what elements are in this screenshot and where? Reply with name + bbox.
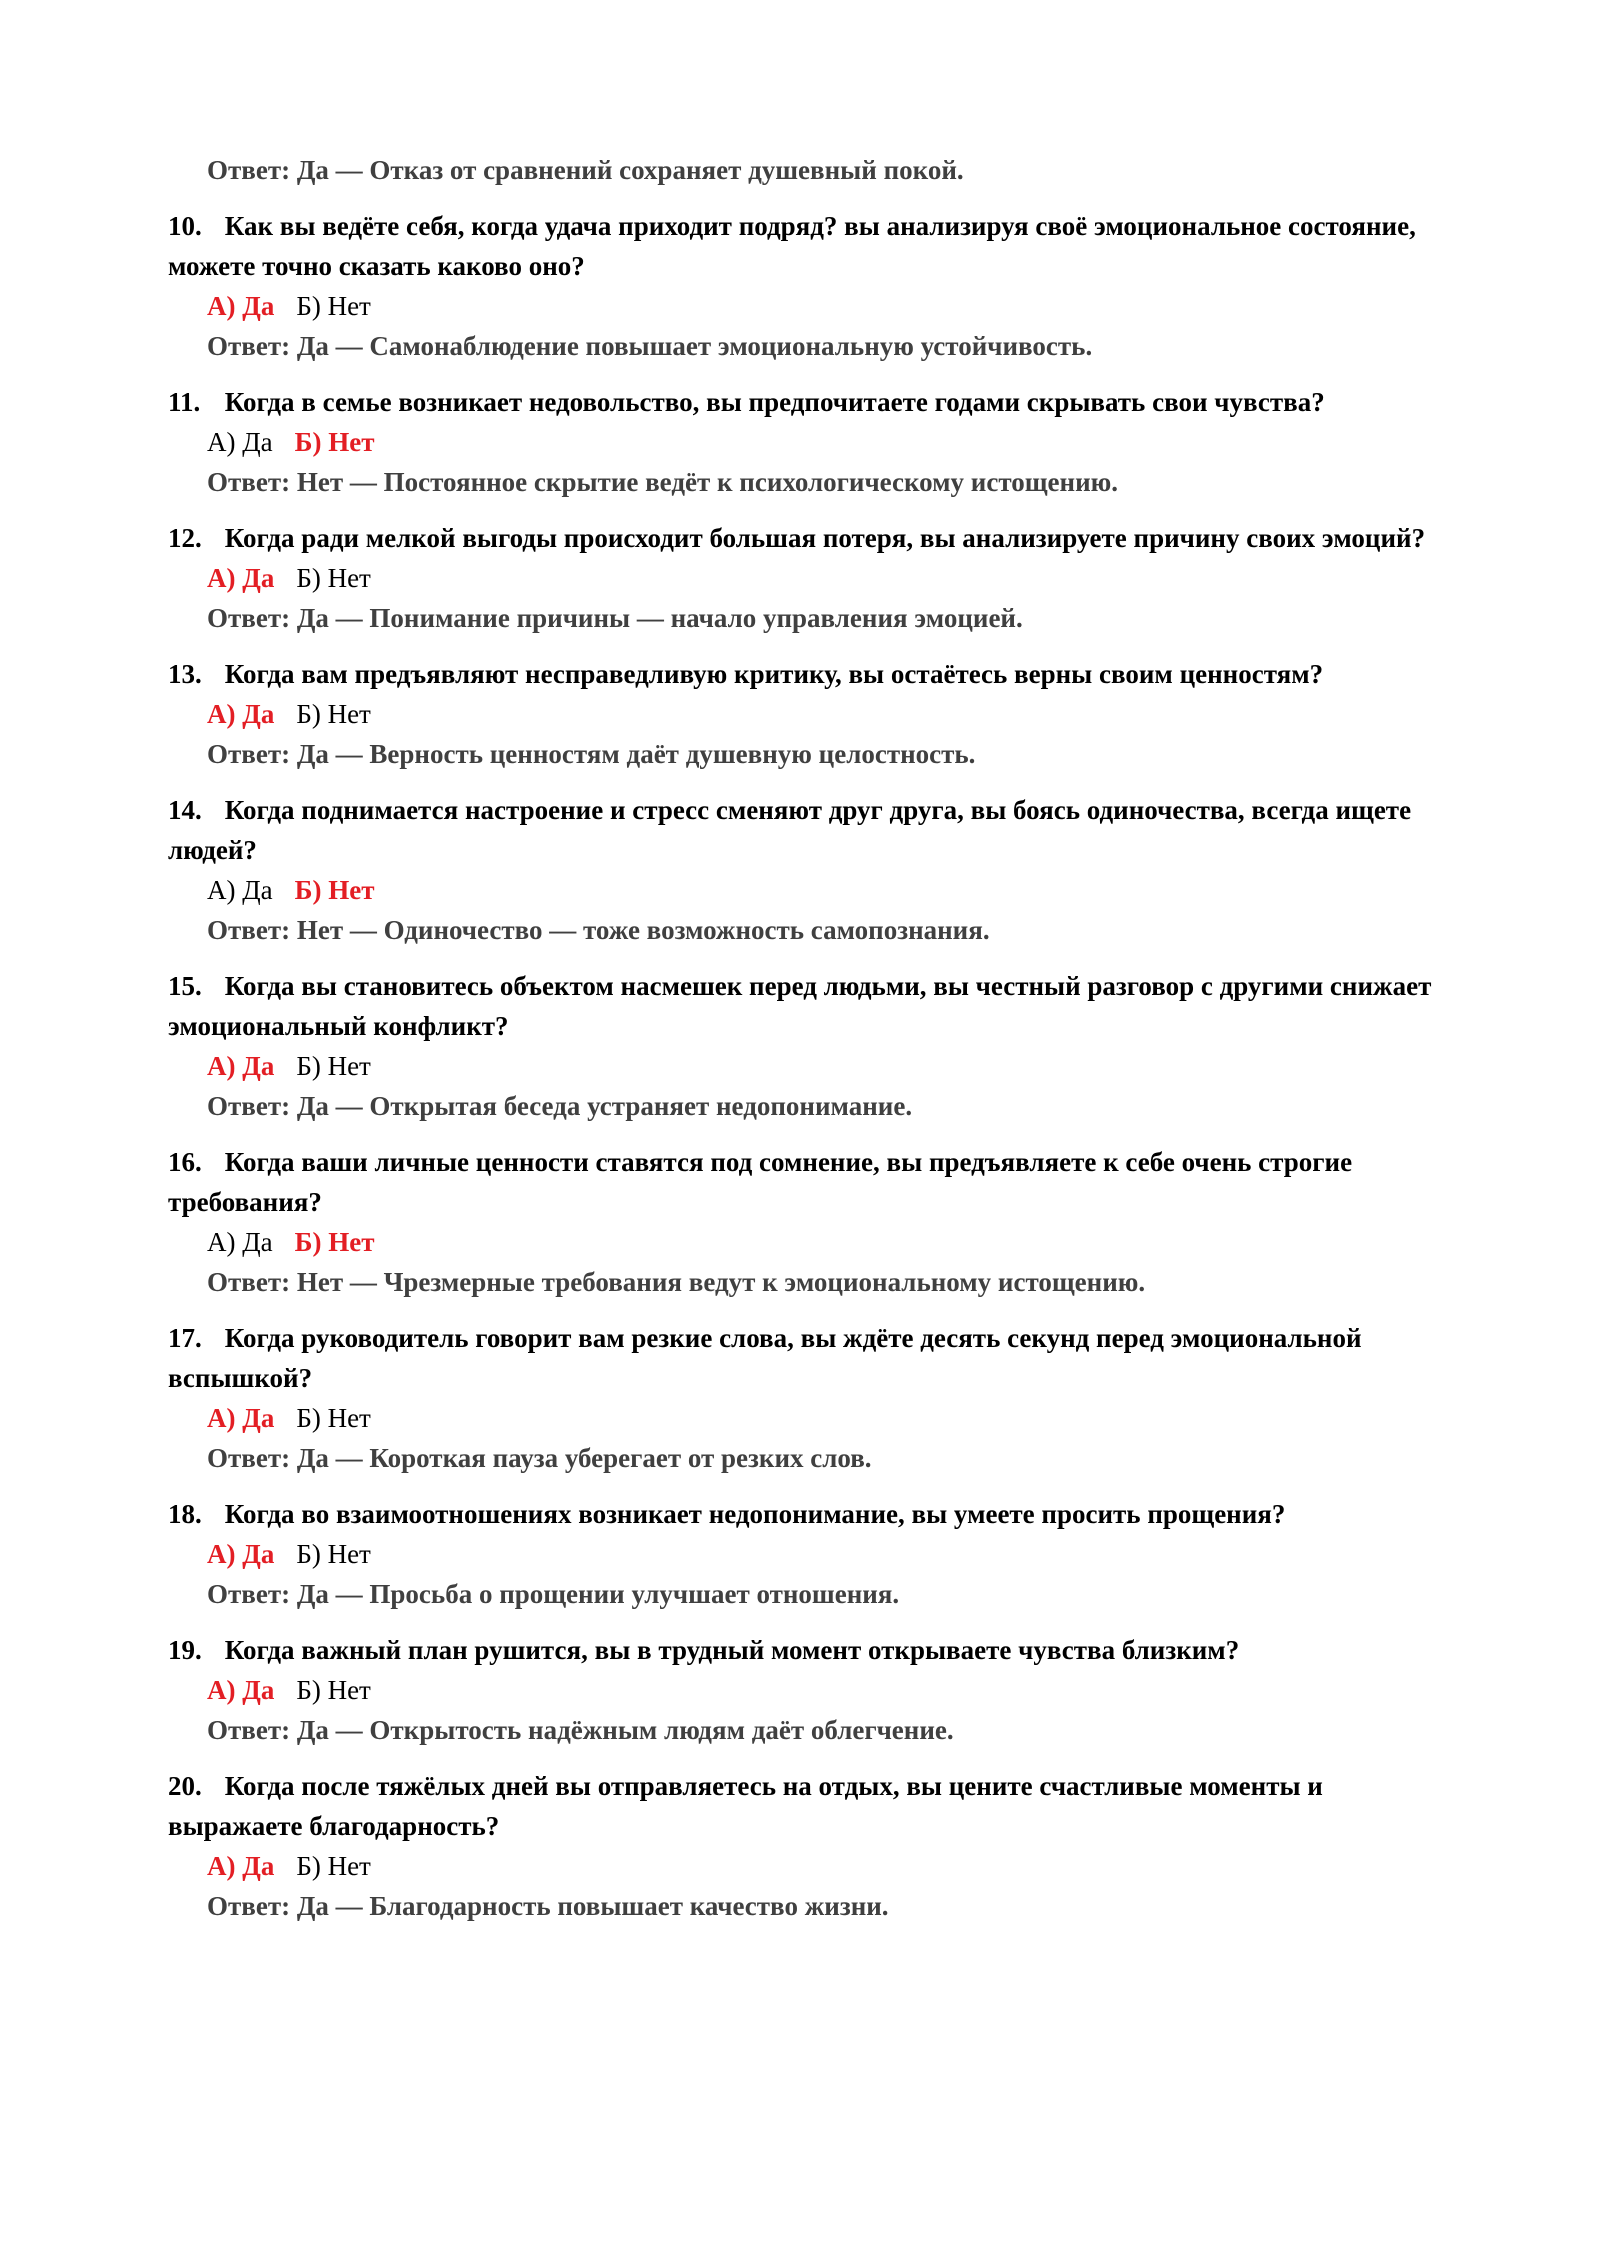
question-number: 17. — [168, 1323, 202, 1353]
question-number: 15. — [168, 971, 202, 1001]
option-b[interactable]: Б) Нет — [294, 427, 375, 457]
question-text — [168, 1766, 1458, 1846]
option-a[interactable]: А) Да — [207, 291, 275, 321]
answer-options — [168, 286, 1458, 326]
answer-options — [168, 1398, 1458, 1438]
option-b[interactable]: Б) Нет — [296, 1403, 371, 1433]
option-a[interactable]: А) Да — [207, 875, 273, 905]
answer-options — [168, 1222, 1458, 1262]
question-body: Когда важный план рушится, вы в трудный момент открываете чувства близким? — [218, 1635, 1240, 1665]
question-text — [168, 518, 1458, 558]
answer-options — [168, 870, 1458, 910]
option-b[interactable]: Б) Нет — [296, 699, 371, 729]
option-b[interactable]: Б) Нет — [296, 1051, 371, 1081]
answer-explanation: Ответ: Да — Короткая пауза уберегает от резких слов. — [207, 1443, 872, 1473]
answer-options — [168, 558, 1458, 598]
answer-explanation: Ответ: Нет — Чрезмерные требования ведут к эмоциональному истощению. — [207, 1267, 1146, 1297]
question-text — [168, 790, 1458, 870]
question-number: 16. — [168, 1147, 202, 1177]
answer-options — [168, 1046, 1458, 1086]
option-a[interactable]: А) Да — [207, 1675, 275, 1705]
answer-explanation: Ответ: Да — Верность ценностям даёт душевную целостность. — [207, 739, 976, 769]
leading-answer: Ответ: Да — Отказ от сравнений сохраняет душевный покой. — [207, 155, 964, 185]
question-text — [168, 1318, 1458, 1398]
option-a[interactable]: А) Да — [207, 1851, 275, 1881]
answer-options — [168, 694, 1458, 734]
question-number: 11. — [168, 387, 201, 417]
question-block — [168, 1766, 1458, 1926]
option-a[interactable]: А) Да — [207, 563, 275, 593]
question-number: 20. — [168, 1771, 202, 1801]
question-block — [168, 382, 1458, 502]
question-block — [168, 518, 1458, 638]
question-body: Когда вам предъявляют несправедливую критику, вы остаётесь верны своим ценностям? — [218, 659, 1324, 689]
question-number: 19. — [168, 1635, 202, 1665]
answer-explanation: Ответ: Да — Самонаблюдение повышает эмоциональную устойчивость. — [207, 331, 1093, 361]
answer-explanation: Ответ: Да — Открытая беседа устраняет недопонимание. — [207, 1091, 913, 1121]
question-body: Когда поднимается настроение и стресс сменяют друг друга, вы боясь одиночества, всегда ищете людей? — [168, 795, 1412, 865]
answer-explanation: Ответ: Да — Благодарность повышает качество жизни. — [207, 1891, 889, 1921]
option-a[interactable]: А) Да — [207, 1403, 275, 1433]
option-b[interactable]: Б) Нет — [296, 1539, 371, 1569]
question-body: Когда во взаимоотношениях возникает недопонимание, вы умеете просить прощения? — [218, 1499, 1286, 1529]
option-b[interactable]: Б) Нет — [296, 1851, 371, 1881]
question-block — [168, 654, 1458, 774]
question-number: 14. — [168, 795, 202, 825]
question-number: 12. — [168, 523, 202, 553]
option-b[interactable]: Б) Нет — [296, 563, 371, 593]
question-block — [168, 206, 1458, 366]
question-block — [168, 1142, 1458, 1302]
answer-options — [168, 1670, 1458, 1710]
option-a[interactable]: А) Да — [207, 1539, 275, 1569]
answer-explanation: Ответ: Нет — Одиночество — тоже возможность самопознания. — [207, 915, 990, 945]
question-text — [168, 1630, 1458, 1670]
quiz-page — [168, 150, 1458, 1942]
question-block — [168, 1494, 1458, 1614]
question-block — [168, 1630, 1458, 1750]
question-block — [168, 966, 1458, 1126]
question-text — [168, 1142, 1458, 1222]
question-body: Когда вы становитесь объектом насмешек перед людьми, вы честный разговор с другими снижает эмоциональный конфликт? — [168, 971, 1432, 1041]
question-body: Как вы ведёте себя, когда удача приходит подряд? вы анализируя своё эмоциональное состояние, можете точно сказать каково оно? — [168, 211, 1416, 281]
question-number: 13. — [168, 659, 202, 689]
question-body: Когда ради мелкой выгоды происходит большая потеря, вы анализируете причину своих эмоций? — [218, 523, 1426, 553]
question-body: Когда после тяжёлых дней вы отправляетесь на отдых, вы цените счастливые моменты и выражаете благодарность? — [168, 1771, 1323, 1841]
question-number: 18. — [168, 1499, 202, 1529]
option-a[interactable]: А) Да — [207, 699, 275, 729]
question-block — [168, 790, 1458, 950]
question-body: Когда в семье возникает недовольство, вы предпочитаете годами скрывать свои чувства? — [218, 387, 1325, 417]
answer-explanation: Ответ: Да — Открытость надёжным людям даёт облегчение. — [207, 1715, 954, 1745]
answer-explanation: Ответ: Нет — Постоянное скрытие ведёт к психологическому истощению. — [207, 467, 1119, 497]
question-body: Когда ваши личные ценности ставятся под сомнение, вы предъявляете к себе очень строгие требования? — [168, 1147, 1353, 1217]
option-a[interactable]: А) Да — [207, 1051, 275, 1081]
option-a[interactable]: А) Да — [207, 427, 273, 457]
question-list — [168, 206, 1458, 1926]
question-text — [168, 206, 1458, 286]
question-number: 10. — [168, 211, 202, 241]
answer-options — [168, 422, 1458, 462]
question-text — [168, 382, 1458, 422]
option-b[interactable]: Б) Нет — [294, 1227, 375, 1257]
option-b[interactable]: Б) Нет — [294, 875, 375, 905]
question-text — [168, 966, 1458, 1046]
answer-explanation: Ответ: Да — Просьба о прощении улучшает отношения. — [207, 1579, 900, 1609]
answer-options — [168, 1846, 1458, 1886]
question-body: Когда руководитель говорит вам резкие слова, вы ждёте десять секунд перед эмоциональной вспышкой? — [168, 1323, 1362, 1393]
option-a[interactable]: А) Да — [207, 1227, 273, 1257]
question-text — [168, 1494, 1458, 1534]
option-b[interactable]: Б) Нет — [296, 291, 371, 321]
question-text — [168, 654, 1458, 694]
question-block — [168, 1318, 1458, 1478]
answer-explanation: Ответ: Да — Понимание причины — начало управления эмоцией. — [207, 603, 1023, 633]
option-b[interactable]: Б) Нет — [296, 1675, 371, 1705]
answer-options — [168, 1534, 1458, 1574]
